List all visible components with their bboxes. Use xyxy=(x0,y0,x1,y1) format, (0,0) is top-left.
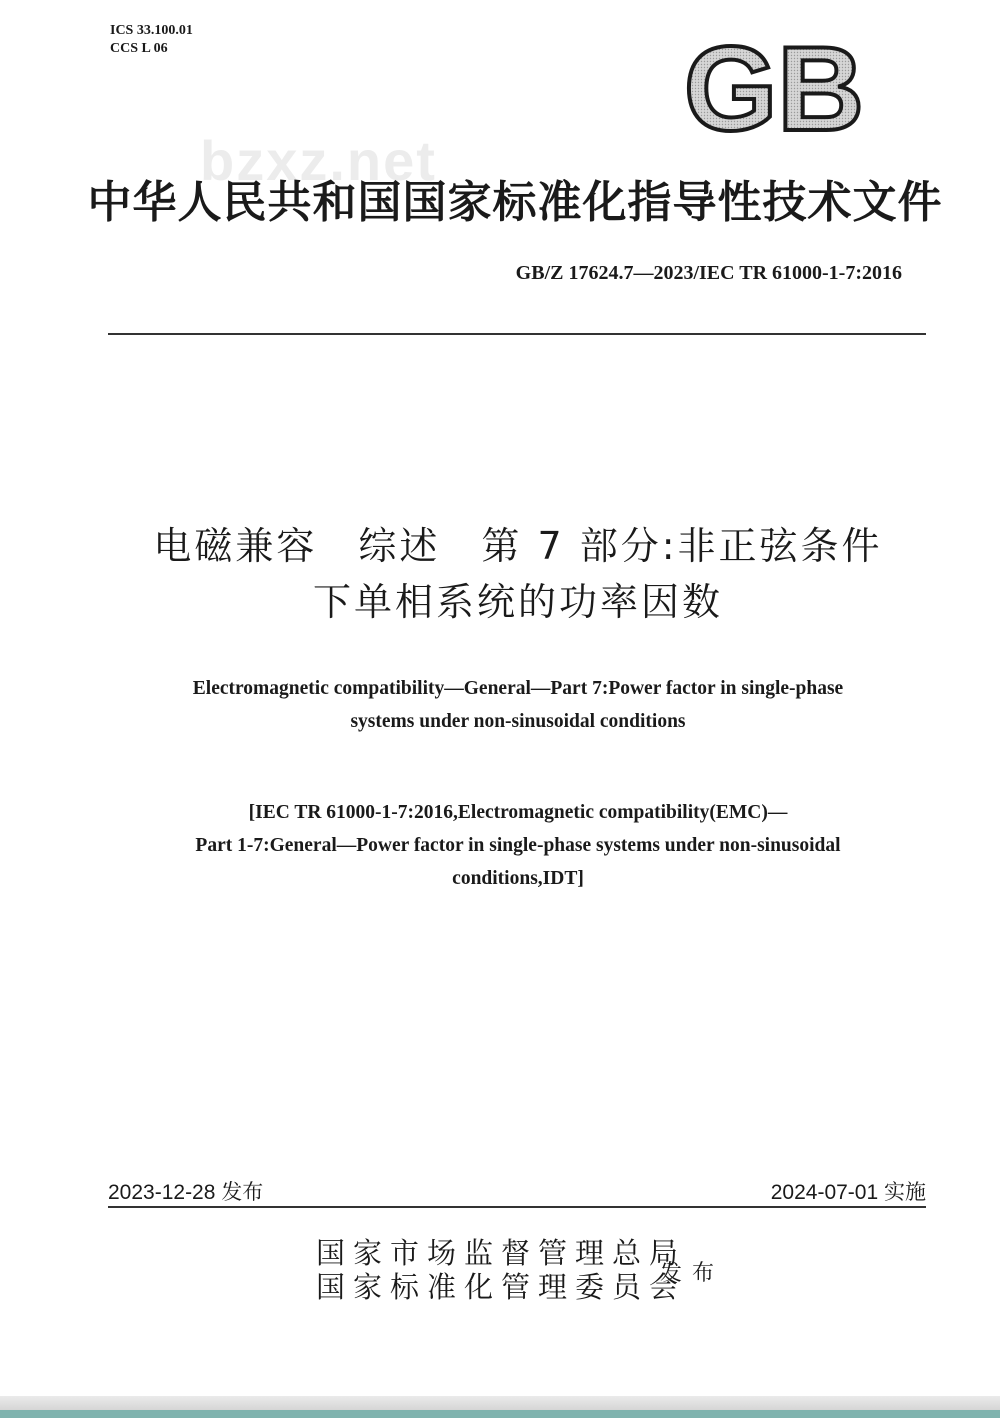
footer-divider xyxy=(108,1206,926,1208)
gb-logo-icon xyxy=(676,36,872,140)
ics-code: ICS 33.100.01 xyxy=(110,23,193,38)
issue-date: 2023-12-28 发布 xyxy=(108,1181,264,1204)
title-chinese-line-2: 下单相系统的功率因数 xyxy=(312,580,723,624)
classification-codes xyxy=(110,22,193,58)
equivalence-line-1: [IEC TR 61000-1-7:2016,Electromagnetic compatibility(EMC)— xyxy=(248,802,788,823)
logo-text: GB xyxy=(684,36,864,140)
gb-logo xyxy=(676,36,872,145)
header-divider xyxy=(108,333,926,335)
title-chinese-line-1: 电磁兼容 综述 第 7 部分:非正弦条件 xyxy=(153,524,883,568)
title-english-line-2: systems under non-sinusoidal conditions xyxy=(350,711,686,732)
title-english-line-1: Electromagnetic compatibility—General—Part 7:Power factor in single-phase xyxy=(192,678,844,699)
issuer-samr: 国家市场监督管理总局 xyxy=(316,1236,687,1270)
equivalence-statement xyxy=(100,796,936,895)
issuer-sac: 国家标准化管理委员会 xyxy=(316,1270,687,1304)
implementation-date: 2024-07-01 实施 xyxy=(770,1181,926,1204)
title-english xyxy=(100,672,936,738)
equivalence-line-2: Part 1-7:General—Power factor in single-phase systems under non-sinusoidal xyxy=(195,835,841,856)
equivalence-line-3: conditions,IDT] xyxy=(452,868,584,889)
standard-number: GB/Z 17624.7—2023/IEC TR 61000-1-7:2016 xyxy=(515,262,902,284)
title-chinese xyxy=(0,518,1000,630)
document-type-heading: 中华人民共和国国家标准化指导性技术文件 xyxy=(87,177,943,228)
page-footer-strip xyxy=(0,1410,1000,1418)
publish-label: 发布 xyxy=(660,1261,725,1286)
issuing-authorities xyxy=(316,1236,686,1304)
watermark: bzxz.net xyxy=(200,129,437,192)
ccs-code: CCS L 06 xyxy=(110,41,168,56)
